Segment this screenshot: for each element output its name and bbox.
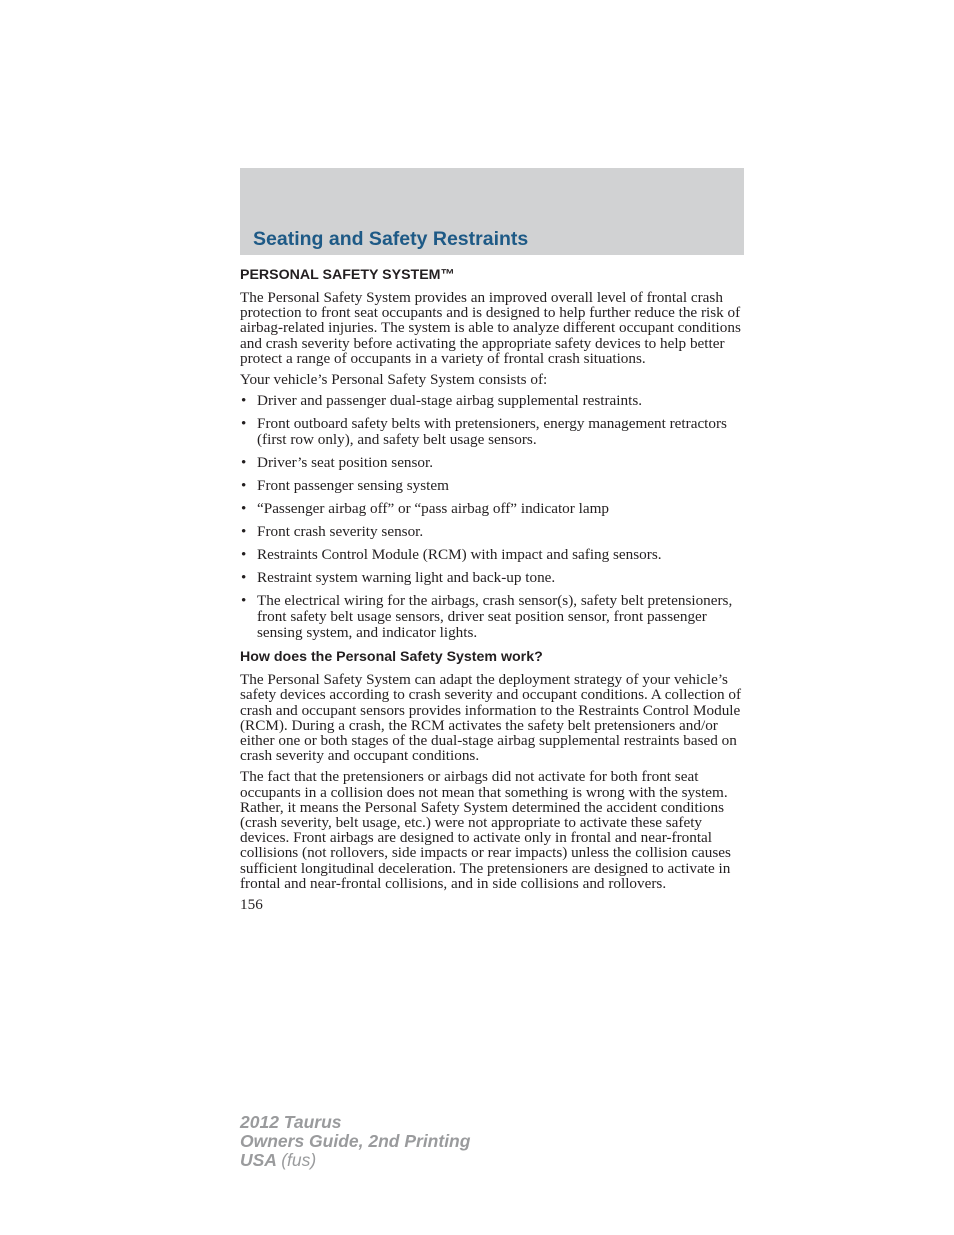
section-header-band bbox=[240, 168, 744, 255]
bullet-icon: • bbox=[241, 569, 247, 587]
list-item-text: “Passenger airbag off” or “pass airbag off” indicator lamp bbox=[257, 500, 609, 518]
bullet-icon: • bbox=[241, 392, 247, 410]
list-item-text: Front crash severity sensor. bbox=[257, 523, 424, 541]
section-title: Seating and Safety Restraints bbox=[253, 228, 529, 250]
list-item-text: The electrical wiring for the airbags, crash sensor(s), safety belt pretensioners, front safety belt usage sensors, driver seat position sensor, front passenger sensing system, and indicator lights. bbox=[257, 592, 733, 642]
footer-imprint bbox=[240, 1113, 470, 1170]
footer-model: 2012 Taurus bbox=[240, 1112, 342, 1132]
bullet-icon: • bbox=[241, 523, 247, 541]
intro-paragraph: The Personal Safety System provides an improved overall level of frontal crash protection to front seat occupants and is designed to help further reduce the risk of airbag-related injuries. The system is able to analyze different occupant conditions and crash severity before activating the appropriate safety devices to help better protect a range of occupants in a variety of frontal crash situations. bbox=[240, 289, 741, 367]
list-item bbox=[240, 501, 744, 517]
bullet-icon: • bbox=[241, 592, 247, 610]
list-item bbox=[240, 547, 744, 563]
list-item bbox=[240, 593, 744, 641]
list-item-text: Restraints Control Module (RCM) with impact and safing sensors. bbox=[257, 546, 662, 564]
bullet-icon: • bbox=[241, 546, 247, 564]
bullet-icon: • bbox=[241, 477, 247, 495]
list-item bbox=[240, 570, 744, 586]
paragraph-activation: The fact that the pretensioners or airbags did not activate for both front seat occupants in a collision does not mean that something is wrong with the system. Rather, it means the Personal Safety System determined the accident conditions (crash severity, belt usage, etc.) were not appropriate to activate these safety devices. Front airbags are designed to activate only in frontal and near-frontal collisions (not rollovers, side impacts or rear impacts) unless the collision causes sufficient longitudinal deceleration. The pretensioners are designed to activate in frontal and near-frontal collisions, and in side collisions and rollovers. bbox=[240, 768, 731, 892]
list-item-text: Driver’s seat position sensor. bbox=[257, 454, 434, 472]
list-item bbox=[240, 416, 744, 448]
footer-region-code: (fus) bbox=[281, 1150, 317, 1170]
list-item bbox=[240, 393, 744, 409]
page-content bbox=[240, 266, 744, 912]
page-number: 156 bbox=[240, 896, 263, 914]
bullet-icon: • bbox=[241, 415, 247, 433]
bullet-icon: • bbox=[241, 500, 247, 518]
footer-edition: Owners Guide, 2nd Printing bbox=[240, 1131, 471, 1151]
footer-region-name: USA bbox=[240, 1150, 277, 1170]
bullet-icon: • bbox=[241, 454, 247, 472]
list-item-text: Front passenger sensing system bbox=[257, 477, 449, 495]
list-item-text: Front outboard safety belts with pretensioners, energy management retractors (first row only), and safety belt usage sensors. bbox=[257, 415, 727, 449]
subheading: How does the Personal Safety System work? bbox=[240, 649, 543, 666]
paragraph-how-it-works: The Personal Safety System can adapt the deployment strategy of your vehicle’s safety devices according to crash severity and occupant conditions. A collection of crash and occupant sensors provides information to the Restraints Control Module (RCM). During a crash, the RCM activates the safety belt pretensioners and/or either one or both stages of the dual-stage airbag supplemental restraints based on crash severity and occupant conditions. bbox=[240, 671, 742, 765]
main-heading: PERSONAL SAFETY SYSTEM™ bbox=[240, 267, 455, 283]
list-item bbox=[240, 524, 744, 540]
list-item bbox=[240, 455, 744, 471]
list-item bbox=[240, 478, 744, 494]
component-list bbox=[240, 393, 744, 641]
footer-region bbox=[240, 1151, 470, 1170]
list-item-text: Driver and passenger dual-stage airbag supplemental restraints. bbox=[257, 392, 643, 410]
list-item-text: Restraint system warning light and back-up tone. bbox=[257, 569, 556, 587]
consists-of-paragraph: Your vehicle’s Personal Safety System consists of: bbox=[240, 371, 548, 389]
